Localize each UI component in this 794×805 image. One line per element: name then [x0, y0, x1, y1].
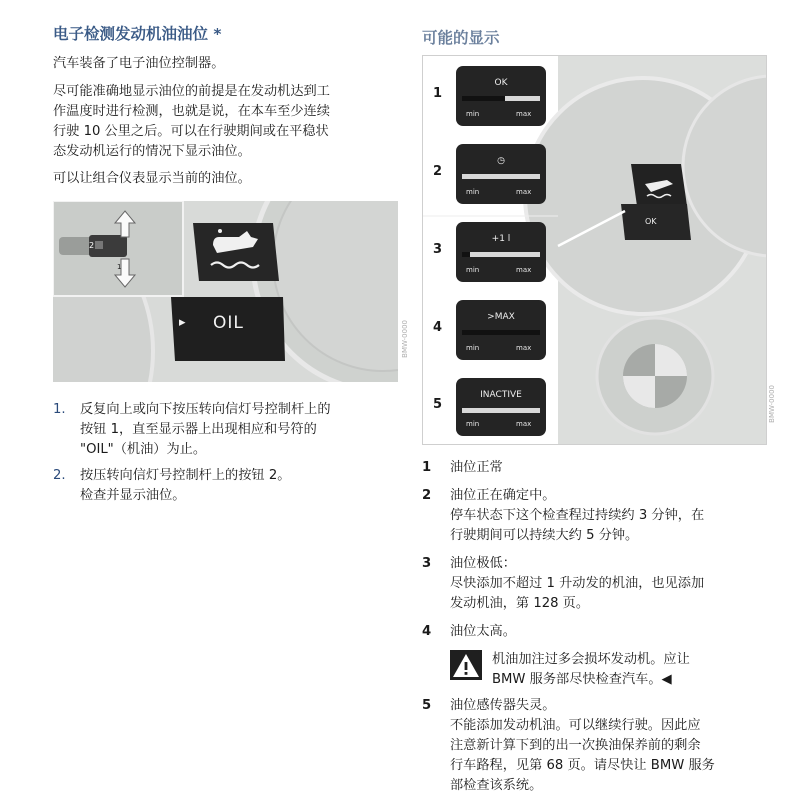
level-bar — [462, 96, 540, 101]
figure-code: BMW-0000 — [768, 385, 776, 423]
display-number: 2 — [433, 164, 443, 179]
item-line: 发动机油，第 128 页。 — [450, 596, 590, 611]
max-label: max — [516, 266, 532, 274]
footnote-star: * — [213, 25, 222, 43]
item-line: 油位极低： — [450, 556, 516, 571]
display-text: OK — [494, 78, 508, 88]
item-line: 行车路程，见第 68 页。请尽快让 BMW 服务 — [450, 758, 715, 773]
display-number: 3 — [433, 242, 443, 257]
photo-code: BMW-0000 — [401, 320, 409, 358]
level-bar — [462, 174, 540, 179]
oil-display-text: OIL — [213, 313, 244, 333]
item-number: 5 — [422, 698, 432, 713]
display-text: ◷ — [497, 156, 505, 166]
level-bar — [462, 252, 540, 257]
step-line: 按压转向信灯号控制杆上的按钮 2。 — [80, 468, 291, 483]
item-line: 油位感传器失灵。 — [450, 698, 556, 713]
display-tile — [456, 66, 546, 126]
item-number: 4 — [422, 624, 432, 639]
step-number: 1. — [53, 402, 66, 417]
intro-text: 汽车装备了电子油位控制器。 — [53, 56, 225, 71]
item-line: 油位正常 — [450, 460, 503, 475]
displays-figure — [422, 55, 767, 445]
display-number: 4 — [433, 320, 443, 335]
display-text: INACTIVE — [480, 390, 522, 400]
display-text: >MAX — [487, 312, 515, 322]
display-tile — [456, 144, 546, 204]
display-number: 5 — [433, 397, 443, 412]
svg-text:2: 2 — [89, 241, 95, 250]
min-label: min — [466, 420, 480, 428]
item-line: 注意新计算下到的出一次换油保养前的剩余 — [450, 738, 701, 753]
step-line: 检查并显示油位。 — [80, 488, 186, 503]
item-line: 不能添加发动机油。可以继续行驶。因此应 — [450, 718, 701, 733]
warning-line: BMW 服务部尽快检查汽车。◀ — [492, 672, 672, 687]
displays-title: 可能的显示 — [422, 29, 500, 47]
display-tile — [456, 222, 546, 282]
item-line: 行驶期间可以持续大约 5 分钟。 — [450, 528, 639, 543]
para2-line: 尽可能准确地显示油位的前提是在发动机达到工 — [53, 84, 330, 99]
min-label: min — [466, 110, 480, 118]
para2-line: 态发动机运行的情况下显示油位。 — [53, 144, 251, 159]
para3-text: 可以让组合仪表显示当前的油位。 — [53, 171, 251, 186]
item-line: 部检查该系统。 — [450, 778, 543, 793]
step-number: 2. — [53, 468, 66, 483]
item-number: 3 — [422, 556, 432, 571]
step-line: "OIL"（机油）为止。 — [80, 442, 207, 457]
item-line: 油位太高。 — [450, 624, 516, 639]
item-line: 油位正在确定中。 — [450, 488, 556, 503]
display-tile — [456, 378, 546, 436]
section-title: 电子检测发动机油油位 * — [53, 25, 222, 43]
max-label: max — [516, 344, 532, 352]
para2-line: 作温度时进行检测，也就是说，在本车至少连续 — [53, 104, 330, 119]
level-bar — [462, 408, 540, 413]
display-tile — [456, 300, 546, 360]
max-label: max — [516, 188, 532, 196]
step-line: 反复向上或向下按压转向信灯号控制杆上的 — [80, 402, 331, 417]
min-label: min — [466, 266, 480, 274]
display-number: 1 — [433, 86, 443, 101]
cluster-illustration — [53, 201, 398, 382]
oil-check-photo — [53, 201, 398, 382]
warning-icon — [450, 650, 482, 680]
warning-line: 机油加注过多会损坏发动机。应让 — [492, 652, 690, 667]
item-line: 停车状态下这个检查程过持续约 3 分钟，在 — [450, 508, 705, 523]
max-label: max — [516, 110, 532, 118]
min-label: min — [466, 188, 480, 196]
step-line: 按钮 1，直至显示器上出现相应和号符的 — [80, 422, 317, 437]
item-number: 2 — [422, 488, 432, 503]
item-line: 尽快添加不超过 1 升动发的机油，也见添加 — [450, 576, 705, 591]
display-text: +1 l — [491, 234, 511, 244]
svg-text:1: 1 — [117, 263, 122, 271]
cluster-ok-text: OK — [645, 217, 657, 226]
max-label: max — [516, 420, 532, 428]
display-arrow: ▸ — [179, 315, 186, 330]
min-label: min — [466, 344, 480, 352]
level-bar — [462, 330, 540, 335]
para2-line: 行驶 10 公里之后。可以在行驶期间或在平稳状 — [53, 124, 329, 139]
item-number: 1 — [422, 460, 432, 475]
